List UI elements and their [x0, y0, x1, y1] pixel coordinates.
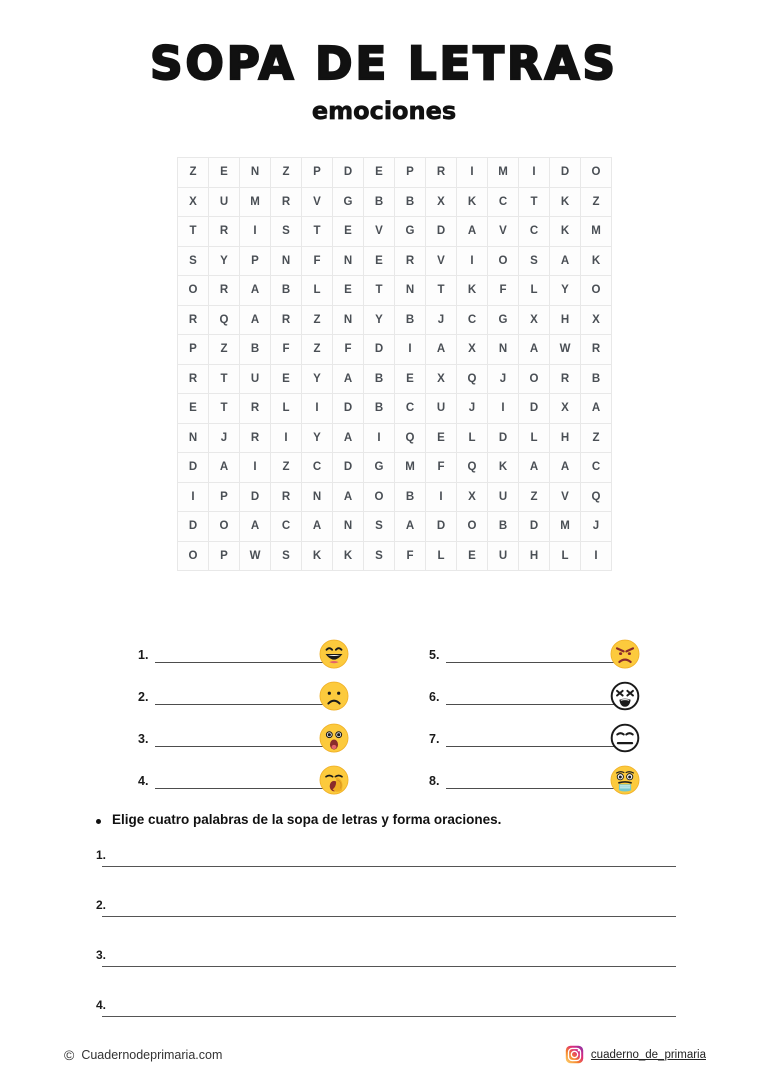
grid-cell[interactable]: N — [178, 423, 209, 453]
grid-cell[interactable]: S — [364, 512, 395, 542]
wordsearch-grid[interactable] — [177, 157, 612, 571]
answer-number: 6. — [429, 690, 440, 704]
grid-cell[interactable]: O — [209, 512, 240, 542]
grid-cell[interactable]: L — [519, 423, 550, 453]
sentence-row — [96, 948, 676, 998]
grid-cell[interactable]: D — [426, 217, 457, 247]
grid-cell[interactable]: N — [333, 246, 364, 276]
grid-cell[interactable]: I — [240, 217, 271, 247]
grid-cell[interactable]: Q — [581, 482, 612, 512]
sentence-number: 2. — [96, 898, 107, 912]
answer-input-line[interactable] — [446, 772, 614, 789]
grid-cell[interactable]: L — [519, 276, 550, 306]
answer-row — [429, 666, 768, 705]
grid-cell[interactable]: D — [364, 335, 395, 365]
sentence-number: 1. — [96, 848, 107, 862]
anxious-face-icon — [610, 765, 640, 795]
grid-cell[interactable]: Z — [302, 305, 333, 335]
grid-cell[interactable]: T — [209, 364, 240, 394]
grid-cell[interactable]: E — [178, 394, 209, 424]
answers-section — [0, 624, 768, 792]
grid-cell[interactable]: K — [550, 187, 581, 217]
grid-cell[interactable]: I — [178, 482, 209, 512]
grid-cell[interactable]: D — [240, 482, 271, 512]
grid-row — [178, 364, 612, 394]
grid-cell[interactable]: C — [271, 512, 302, 542]
grid-cell[interactable]: B — [395, 305, 426, 335]
grid-cell[interactable]: Q — [457, 453, 488, 483]
grid-cell[interactable]: F — [271, 335, 302, 365]
grid-cell[interactable]: F — [488, 276, 519, 306]
sentence-input-line[interactable] — [102, 1016, 676, 1017]
grid-cell[interactable]: Z — [271, 158, 302, 188]
grid-cell[interactable]: A — [519, 453, 550, 483]
grid-cell[interactable]: C — [302, 453, 333, 483]
page-footer — [0, 1045, 768, 1064]
grid-cell[interactable]: V — [488, 217, 519, 247]
copyright-icon: © — [64, 1046, 75, 1063]
grid-cell[interactable]: Y — [364, 305, 395, 335]
grid-cell[interactable]: T — [302, 217, 333, 247]
yawning-face-icon — [319, 765, 349, 795]
grid-cell[interactable]: I — [395, 335, 426, 365]
grid-cell[interactable]: Q — [395, 423, 426, 453]
grid-cell[interactable]: J — [209, 423, 240, 453]
instruction-text: Elige cuatro palabras de la sopa de letras y forma oraciones. — [112, 812, 502, 827]
grid-row — [178, 423, 612, 453]
grid-cell[interactable]: O — [581, 276, 612, 306]
grid-cell[interactable]: E — [333, 217, 364, 247]
grid-cell[interactable]: X — [426, 187, 457, 217]
grid-cell[interactable]: R — [240, 394, 271, 424]
grid-cell[interactable]: Z — [519, 482, 550, 512]
grid-cell[interactable]: O — [178, 276, 209, 306]
grid-cell[interactable]: L — [271, 394, 302, 424]
grid-cell[interactable]: M — [488, 158, 519, 188]
grid-cell[interactable]: J — [426, 305, 457, 335]
grid-cell[interactable]: A — [550, 453, 581, 483]
page-title: SOPA DE LETRAS — [150, 37, 618, 90]
answer-number: 2. — [138, 690, 149, 704]
grid-cell[interactable]: A — [240, 276, 271, 306]
grid-cell[interactable]: I — [271, 423, 302, 453]
answer-input-line[interactable] — [155, 730, 323, 747]
grid-cell[interactable]: T — [364, 276, 395, 306]
sentence-lines-section — [96, 848, 676, 1048]
grid-cell[interactable]: R — [240, 423, 271, 453]
grid-cell[interactable]: N — [488, 335, 519, 365]
grid-cell[interactable]: U — [488, 482, 519, 512]
grid-cell[interactable]: K — [302, 541, 333, 571]
grid-cell[interactable]: P — [209, 541, 240, 571]
grid-cell[interactable]: D — [333, 158, 364, 188]
grid-cell[interactable]: T — [178, 217, 209, 247]
grid-cell[interactable]: M — [550, 512, 581, 542]
grid-cell[interactable]: Y — [302, 364, 333, 394]
grid-cell[interactable]: L — [302, 276, 333, 306]
answer-row — [138, 750, 384, 789]
grid-cell[interactable]: R — [271, 482, 302, 512]
grid-cell[interactable]: F — [333, 335, 364, 365]
grid-cell[interactable]: D — [519, 394, 550, 424]
grid-cell[interactable]: U — [488, 541, 519, 571]
grid-cell[interactable]: M — [240, 187, 271, 217]
grid-cell[interactable]: B — [364, 394, 395, 424]
bullet-point-icon — [96, 819, 101, 824]
grid-cell[interactable]: B — [395, 187, 426, 217]
grid-cell[interactable]: V — [364, 217, 395, 247]
grid-cell[interactable]: G — [395, 217, 426, 247]
grid-cell[interactable]: E — [457, 541, 488, 571]
grid-cell[interactable]: O — [519, 364, 550, 394]
grid-cell[interactable]: X — [550, 394, 581, 424]
weary-face-icon — [610, 681, 640, 711]
instagram-handle[interactable]: cuaderno_de_primaria — [590, 1048, 706, 1061]
grid-cell[interactable]: O — [178, 541, 209, 571]
grid-cell[interactable]: B — [488, 512, 519, 542]
answer-row — [429, 708, 768, 747]
grid-cell[interactable]: N — [302, 482, 333, 512]
grid-cell[interactable]: I — [240, 453, 271, 483]
grid-cell[interactable]: D — [178, 453, 209, 483]
grid-cell[interactable]: N — [395, 276, 426, 306]
expressionless-face-icon — [610, 723, 640, 753]
grid-cell[interactable]: O — [457, 512, 488, 542]
grid-cell[interactable]: R — [395, 246, 426, 276]
grid-cell[interactable]: L — [457, 423, 488, 453]
grid-cell[interactable]: J — [457, 394, 488, 424]
grid-row — [178, 305, 612, 335]
answer-input-line[interactable] — [155, 646, 323, 663]
grid-cell[interactable]: A — [395, 512, 426, 542]
footer-copyright — [64, 1048, 222, 1062]
grid-cell[interactable]: A — [333, 482, 364, 512]
answers-column-right — [384, 624, 768, 792]
answer-number: 4. — [138, 774, 149, 788]
answer-input-line[interactable] — [155, 772, 323, 789]
grid-cell[interactable]: N — [240, 158, 271, 188]
grid-cell[interactable]: U — [426, 394, 457, 424]
grid-cell[interactable]: B — [395, 482, 426, 512]
grid-cell[interactable]: D — [426, 512, 457, 542]
grid-cell[interactable]: P — [395, 158, 426, 188]
grid-cell[interactable]: D — [333, 394, 364, 424]
grid-cell[interactable]: B — [581, 364, 612, 394]
grid-cell[interactable]: T — [209, 394, 240, 424]
grid-cell[interactable]: F — [426, 453, 457, 483]
grid-cell[interactable]: N — [333, 512, 364, 542]
grid-cell[interactable]: L — [550, 541, 581, 571]
grinning-face-icon — [319, 639, 349, 669]
grid-cell[interactable]: R — [209, 217, 240, 247]
grid-cell[interactable]: A — [333, 364, 364, 394]
grid-cell[interactable]: J — [488, 364, 519, 394]
grid-cell[interactable]: Z — [581, 423, 612, 453]
grid-row — [178, 512, 612, 542]
grid-cell[interactable]: H — [519, 541, 550, 571]
grid-cell[interactable]: R — [209, 276, 240, 306]
grid-cell[interactable]: A — [333, 423, 364, 453]
grid-cell[interactable]: L — [426, 541, 457, 571]
footer-instagram[interactable] — [565, 1045, 706, 1064]
grid-row — [178, 276, 612, 306]
grid-cell[interactable]: A — [209, 453, 240, 483]
grid-row — [178, 217, 612, 247]
grid-cell[interactable]: U — [209, 187, 240, 217]
grid-cell[interactable]: D — [178, 512, 209, 542]
answer-number: 7. — [429, 732, 440, 746]
grid-row — [178, 541, 612, 571]
grid-cell[interactable]: I — [457, 158, 488, 188]
sentence-row — [96, 848, 676, 898]
grid-cell[interactable]: H — [550, 305, 581, 335]
grid-cell[interactable]: P — [240, 246, 271, 276]
grid-cell[interactable]: I — [488, 394, 519, 424]
grid-cell[interactable]: B — [271, 276, 302, 306]
grid-cell[interactable]: E — [271, 364, 302, 394]
grid-cell[interactable]: P — [302, 158, 333, 188]
answer-row — [138, 666, 384, 705]
grid-cell[interactable]: Z — [271, 453, 302, 483]
grid-cell[interactable]: O — [581, 158, 612, 188]
footer-site-name: Cuadernodeprimaria.com — [81, 1047, 223, 1062]
grid-cell[interactable]: B — [240, 335, 271, 365]
answer-input-line[interactable] — [446, 688, 614, 705]
grid-cell[interactable]: I — [302, 394, 333, 424]
grid-cell[interactable]: W — [550, 335, 581, 365]
grid-cell[interactable]: K — [550, 217, 581, 247]
grid-cell[interactable]: W — [240, 541, 271, 571]
grid-cell[interactable]: S — [519, 246, 550, 276]
answer-row — [138, 624, 384, 663]
grid-cell[interactable]: I — [519, 158, 550, 188]
grid-cell[interactable]: T — [426, 276, 457, 306]
angry-face-icon — [610, 639, 640, 669]
grid-cell[interactable]: V — [302, 187, 333, 217]
grid-cell[interactable]: Z — [302, 335, 333, 365]
grid-cell[interactable]: S — [271, 541, 302, 571]
grid-cell[interactable]: Q — [457, 364, 488, 394]
grid-cell[interactable]: Y — [209, 246, 240, 276]
grid-cell[interactable]: X — [178, 187, 209, 217]
grid-cell[interactable]: E — [395, 364, 426, 394]
grid-cell[interactable]: C — [457, 305, 488, 335]
grid-row — [178, 335, 612, 365]
answer-number: 8. — [429, 774, 440, 788]
grid-cell[interactable]: G — [333, 187, 364, 217]
grid-cell[interactable]: F — [395, 541, 426, 571]
grid-cell[interactable]: D — [488, 423, 519, 453]
grid-cell[interactable]: X — [426, 364, 457, 394]
grid-cell[interactable]: N — [271, 246, 302, 276]
grid-cell[interactable]: R — [581, 335, 612, 365]
wordsearch-grid-container — [177, 157, 611, 571]
grid-cell[interactable]: C — [488, 187, 519, 217]
astonished-face-icon — [319, 723, 349, 753]
grid-row — [178, 453, 612, 483]
grid-cell[interactable]: K — [333, 541, 364, 571]
grid-cell[interactable]: K — [488, 453, 519, 483]
grid-cell[interactable]: K — [457, 276, 488, 306]
grid-cell[interactable]: Z — [581, 187, 612, 217]
grid-cell[interactable]: C — [395, 394, 426, 424]
sentence-input-line[interactable] — [102, 966, 676, 967]
answer-number: 5. — [429, 648, 440, 662]
grid-cell[interactable]: G — [364, 453, 395, 483]
grid-row — [178, 187, 612, 217]
answer-row — [138, 708, 384, 747]
sentence-input-line[interactable] — [102, 866, 676, 867]
grid-cell[interactable]: R — [178, 364, 209, 394]
sentence-number: 3. — [96, 948, 107, 962]
sentence-row — [96, 998, 676, 1048]
grid-cell[interactable]: K — [457, 187, 488, 217]
grid-cell[interactable]: I — [581, 541, 612, 571]
instruction-bullet — [96, 812, 501, 827]
answers-column-left — [0, 624, 384, 792]
grid-cell[interactable]: P — [209, 482, 240, 512]
grid-cell[interactable]: B — [364, 364, 395, 394]
grid-cell[interactable]: A — [550, 246, 581, 276]
grid-cell[interactable]: D — [333, 453, 364, 483]
grid-cell[interactable]: R — [550, 364, 581, 394]
grid-cell[interactable]: R — [178, 305, 209, 335]
grid-cell[interactable]: D — [550, 158, 581, 188]
grid-cell[interactable]: S — [364, 541, 395, 571]
grid-cell[interactable]: A — [302, 512, 333, 542]
grid-cell[interactable]: X — [519, 305, 550, 335]
frowning-face-icon — [319, 681, 349, 711]
grid-row — [178, 158, 612, 188]
grid-cell[interactable]: K — [581, 246, 612, 276]
answer-number: 3. — [138, 732, 149, 746]
grid-cell[interactable]: M — [395, 453, 426, 483]
grid-cell[interactable]: E — [209, 158, 240, 188]
grid-cell[interactable]: E — [364, 158, 395, 188]
grid-cell[interactable]: C — [519, 217, 550, 247]
grid-cell[interactable]: R — [426, 158, 457, 188]
grid-cell[interactable]: G — [488, 305, 519, 335]
grid-cell[interactable]: X — [581, 305, 612, 335]
answer-row — [429, 624, 768, 663]
grid-cell[interactable]: Y — [302, 423, 333, 453]
grid-cell[interactable]: H — [550, 423, 581, 453]
grid-cell[interactable]: D — [519, 512, 550, 542]
answer-number: 1. — [138, 648, 149, 662]
grid-cell[interactable]: M — [581, 217, 612, 247]
grid-cell[interactable]: O — [364, 482, 395, 512]
grid-cell[interactable]: Q — [209, 305, 240, 335]
grid-cell[interactable]: Z — [178, 158, 209, 188]
answer-row — [429, 750, 768, 789]
grid-cell[interactable]: A — [240, 305, 271, 335]
grid-cell[interactable]: E — [333, 276, 364, 306]
grid-cell[interactable]: O — [488, 246, 519, 276]
sentence-number: 4. — [96, 998, 107, 1012]
sentence-input-line[interactable] — [102, 916, 676, 917]
grid-row — [178, 482, 612, 512]
grid-cell[interactable]: N — [333, 305, 364, 335]
grid-cell[interactable]: T — [519, 187, 550, 217]
grid-cell[interactable]: A — [457, 217, 488, 247]
grid-cell[interactable]: A — [519, 335, 550, 365]
grid-cell[interactable]: I — [364, 423, 395, 453]
sentence-row — [96, 898, 676, 948]
grid-cell[interactable]: X — [457, 482, 488, 512]
grid-cell[interactable]: A — [581, 394, 612, 424]
grid-cell[interactable]: A — [240, 512, 271, 542]
grid-cell[interactable]: Y — [550, 276, 581, 306]
grid-cell[interactable]: B — [364, 187, 395, 217]
grid-row — [178, 394, 612, 424]
grid-cell[interactable]: C — [581, 453, 612, 483]
page-subtitle: emociones — [311, 97, 457, 126]
answer-input-line[interactable] — [446, 646, 614, 663]
grid-cell[interactable]: S — [178, 246, 209, 276]
grid-cell[interactable]: V — [426, 246, 457, 276]
grid-cell[interactable]: S — [271, 217, 302, 247]
answer-input-line[interactable] — [446, 730, 614, 747]
grid-cell[interactable]: U — [240, 364, 271, 394]
grid-cell[interactable]: F — [302, 246, 333, 276]
grid-cell[interactable]: P — [178, 335, 209, 365]
grid-cell[interactable]: I — [457, 246, 488, 276]
grid-row — [178, 246, 612, 276]
answer-input-line[interactable] — [155, 688, 323, 705]
grid-cell[interactable]: I — [426, 482, 457, 512]
grid-cell[interactable]: J — [581, 512, 612, 542]
grid-cell[interactable]: R — [271, 187, 302, 217]
grid-cell[interactable]: Z — [209, 335, 240, 365]
grid-cell[interactable]: A — [426, 335, 457, 365]
grid-cell[interactable]: E — [426, 423, 457, 453]
grid-cell[interactable]: R — [271, 305, 302, 335]
grid-cell[interactable]: X — [457, 335, 488, 365]
instagram-icon — [565, 1045, 584, 1064]
grid-cell[interactable]: V — [550, 482, 581, 512]
worksheet-header — [0, 0, 768, 125]
grid-cell[interactable]: E — [364, 246, 395, 276]
